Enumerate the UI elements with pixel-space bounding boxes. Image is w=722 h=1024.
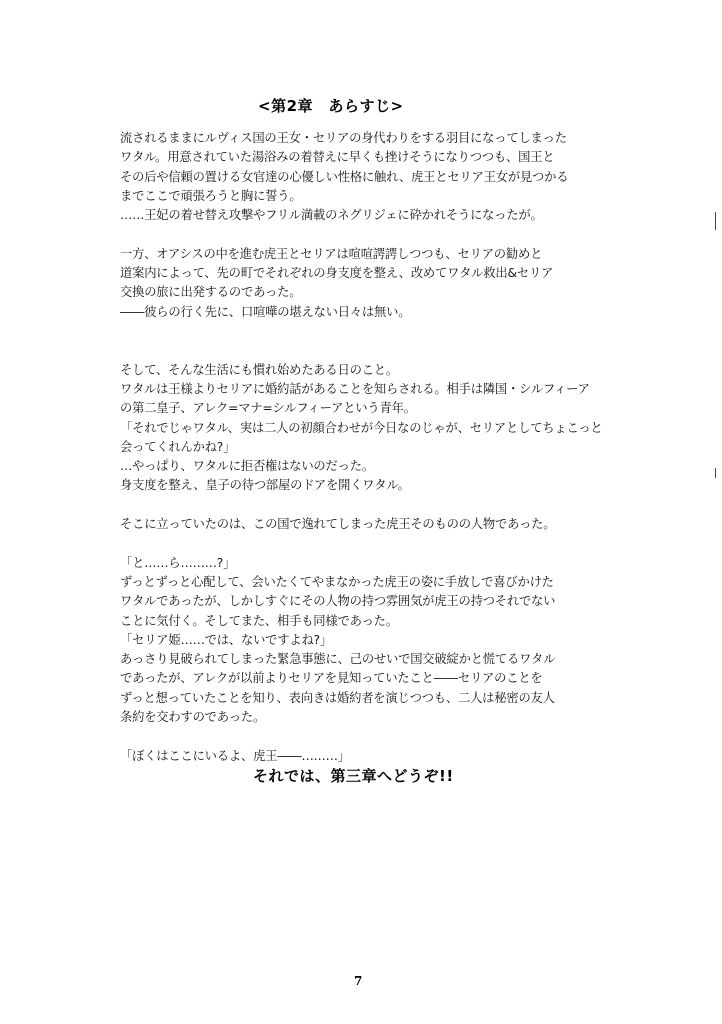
text-line: その后や信頼の置ける女官達の心優しい性格に触れ、虎王とセリア王女が見つかる <box>120 169 569 184</box>
text-line: 交換の旅に出発するのであった。 <box>120 285 302 300</box>
text-line: 「それでじゃワタル、実は二人の初顔合わせが今日なのじゃが、セリアとしてちょこっと <box>120 420 603 435</box>
scan-edge-mark <box>715 468 716 478</box>
scan-edge-mark <box>715 212 716 230</box>
text-line: …やっぱり、ワタルに拒否権はないのだった。 <box>120 459 374 474</box>
page-number: 7 <box>354 974 363 988</box>
text-line: 「セリア姫……では、ないですよね?」 <box>120 632 332 647</box>
text-line: であったが、アレクが以前よりセリアを見知っていたこと――セリアのことを <box>120 671 543 686</box>
text-line: ずっと想っていたことを知り、表向きは婚約者を演じつつも、二人は秘密の友人 <box>120 690 555 705</box>
text-line: ……王妃の着せ替え攻撃やフリル満載のネグリジェに砕かれそうになったが。 <box>120 208 543 223</box>
chapter-heading: <第2章 あらすじ> <box>258 97 404 115</box>
text-line: 一方、オアシスの中を進む虎王とセリアは喧喧諤諤しつつも、セリアの勧めと <box>120 246 543 261</box>
text-line: 流されるままにルヴィス国の王女・セリアの身代わりをする羽目になってしまった <box>120 131 567 145</box>
closing-line: それでは、第三章へどうぞ!! <box>253 767 454 785</box>
text-line: そこに立っていたのは、この国で逸れてしまった虎王そのものの人物であった。 <box>120 517 556 531</box>
text-line: までここで頑張ろうと胸に誓う。 <box>120 188 302 203</box>
text-line: 「と……ら………?」 <box>120 555 236 570</box>
text-line: ――彼らの行く先に、口喧嘩の堪えない日々は無い。 <box>120 304 411 319</box>
text-line: 条約を交わすのであった。 <box>120 710 266 724</box>
text-line: 「ぼくはここにいるよ、虎王――………」 <box>120 748 350 763</box>
text-line: 身支度を整え、皇子の待つ部屋のドアを開くワタル。 <box>120 478 410 493</box>
text-line: ワタル。用意されていた湯浴みの着替えに早くも挫けそうになりつつも、国王と <box>120 150 555 165</box>
text-line: ことに気付く。そしてまた、相手も同様であった。 <box>120 613 398 628</box>
text-line: 会ってくれんかね?」 <box>120 439 236 454</box>
text-line: 道案内によって、先の町でそれぞれの身支度を整え、改めてワタル救出&セリア <box>120 266 554 281</box>
text-line: そして、そんな生活にも慣れ始めたある日のこと。 <box>120 362 398 377</box>
text-line: ワタルであったが、しかしすぐにその人物の持つ雰囲気が虎王の持つそれでない <box>120 594 556 609</box>
text-line: ワタルは王様よりセリアに婚約話があることを知らされる。相手は隣国・シルフィーア <box>120 381 590 396</box>
text-line: あっさり見破られてしまった緊急事態に、己のせいで国交破綻かと慌てるワタル <box>120 652 556 667</box>
text-line: の第二皇子、アレク=マナ=シルフィーアという青年。 <box>120 401 416 416</box>
text-line: ずっとずっと心配して、会いたくてやまなかった虎王の姿に手放しで喜びかけた <box>120 574 554 589</box>
